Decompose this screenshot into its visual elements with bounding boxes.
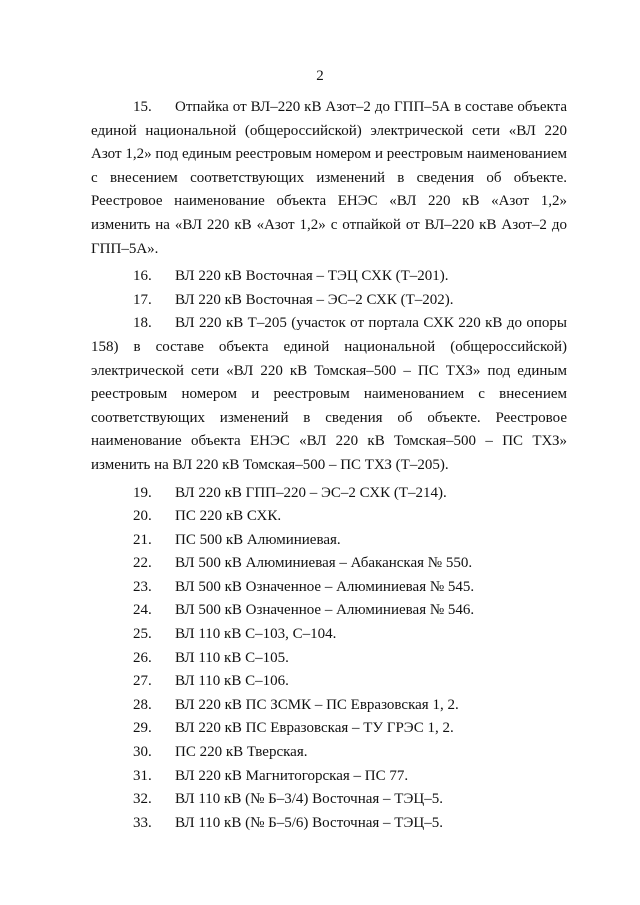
item-text: ВЛ 500 кВ Означенное – Алюминиевая № 545. (175, 578, 475, 595)
list-item (91, 670, 567, 694)
item-number: 24. (133, 602, 152, 619)
list-item (91, 717, 567, 741)
list-item (91, 96, 567, 261)
item-number: 23. (133, 578, 152, 595)
item-text: ПС 220 кВ СХК. (175, 508, 282, 525)
item-number: 25. (133, 626, 152, 643)
item-number: 32. (133, 791, 152, 808)
item-number: 18. (133, 315, 152, 332)
item-text: ВЛ 220 кВ ПС ЗСМК – ПС Евразовская 1, 2. (175, 696, 459, 713)
item-number: 26. (133, 649, 152, 666)
item-number: 19. (133, 484, 152, 501)
item-number: 30. (133, 744, 152, 761)
item-text: ВЛ 110 кВ С–105. (175, 649, 289, 666)
item-text: ВЛ 500 кВ Означенное – Алюминиевая № 546. (175, 602, 475, 619)
list-item (91, 741, 567, 765)
item-number: 17. (133, 291, 152, 308)
item-text: ВЛ 500 кВ Алюминиевая – Абаканская № 550. (175, 555, 473, 572)
list-item (91, 647, 567, 671)
item-number: 15. (133, 99, 152, 115)
list-item (91, 312, 567, 477)
item-text: ВЛ 220 кВ Магнитогорская – ПС 77. (175, 767, 409, 784)
item-text: ПС 500 кВ Алюминиевая. (175, 531, 341, 548)
list-item (91, 505, 567, 529)
item-number: 29. (133, 720, 152, 737)
list-item (91, 765, 567, 789)
item-text: ВЛ 110 кВ С–103, С–104. (175, 626, 337, 643)
item-number: 33. (133, 814, 152, 831)
list-item (91, 576, 567, 600)
item-number: 31. (133, 767, 152, 784)
item-text: ВЛ 110 кВ (№ Б–3/4) Восточная – ТЭЦ–5. (175, 791, 443, 808)
list-item (91, 694, 567, 718)
list-item (91, 599, 567, 623)
item-text: ВЛ 220 кВ ГПП–220 – ЭС–2 СХК (Т–214). (175, 484, 447, 501)
item-text: ВЛ 220 кВ Т–205 (участок от портала СХК 220 кВ до опоры 158) в составе объекта единой национальной (общероссийской) электрической сети «ВЛ 220 кВ Томская–500 – ПС ТХЗ» под единым реестровым номером и реестровым наименованием с внесением соответствующих изменений в сведения об объекте. Реестровое наименование объекта ЕНЭС «ВЛ 220 кВ Томская–500 – ПС ТХЗ» изменить на ВЛ 220 кВ Томская–500 – ПС ТХЗ (Т–205). (91, 315, 567, 473)
list-item (91, 552, 567, 576)
list-item (91, 812, 567, 836)
list-item (91, 529, 567, 553)
document-body (91, 96, 567, 835)
item-text: ВЛ 110 кВ С–106. (175, 673, 289, 690)
list-item (91, 623, 567, 647)
list-item (91, 788, 567, 812)
item-number: 22. (133, 555, 152, 572)
list-item (91, 482, 567, 506)
item-text: ПС 220 кВ Тверская. (175, 744, 308, 761)
item-number: 27. (133, 673, 152, 690)
item-text: ВЛ 110 кВ (№ Б–5/6) Восточная – ТЭЦ–5. (175, 814, 443, 831)
item-text: ВЛ 220 кВ Восточная – ЭС–2 СХК (Т–202). (175, 291, 454, 308)
item-text: ВЛ 220 кВ ПС Евразовская – ТУ ГРЭС 1, 2. (175, 720, 454, 737)
item-number: 21. (133, 531, 152, 548)
item-text: ВЛ 220 кВ Восточная – ТЭЦ СХК (Т–201). (175, 268, 449, 285)
list-item (91, 265, 567, 289)
item-number: 16. (133, 268, 152, 285)
list-item (91, 289, 567, 313)
item-text: Отпайка от ВЛ–220 кВ Азот–2 до ГПП–5А в составе объекта единой национальной (общероссийской) электрической сети «ВЛ 220 Азот 1,2» под единым реестровым номером и реестровым наименованием с внесением соответствующих изменений в сведения об объекте. Реестровое наименование объекта ЕНЭС «ВЛ 220 кВ «Азот 1,2» изменить на «ВЛ 220 кВ «Азот 1,2» с отпайкой от ВЛ–220 кВ Азот–2 до ГПП–5А». (91, 99, 567, 257)
item-number: 28. (133, 696, 152, 713)
page-number: 2 (316, 68, 324, 84)
item-number: 20. (133, 508, 152, 525)
